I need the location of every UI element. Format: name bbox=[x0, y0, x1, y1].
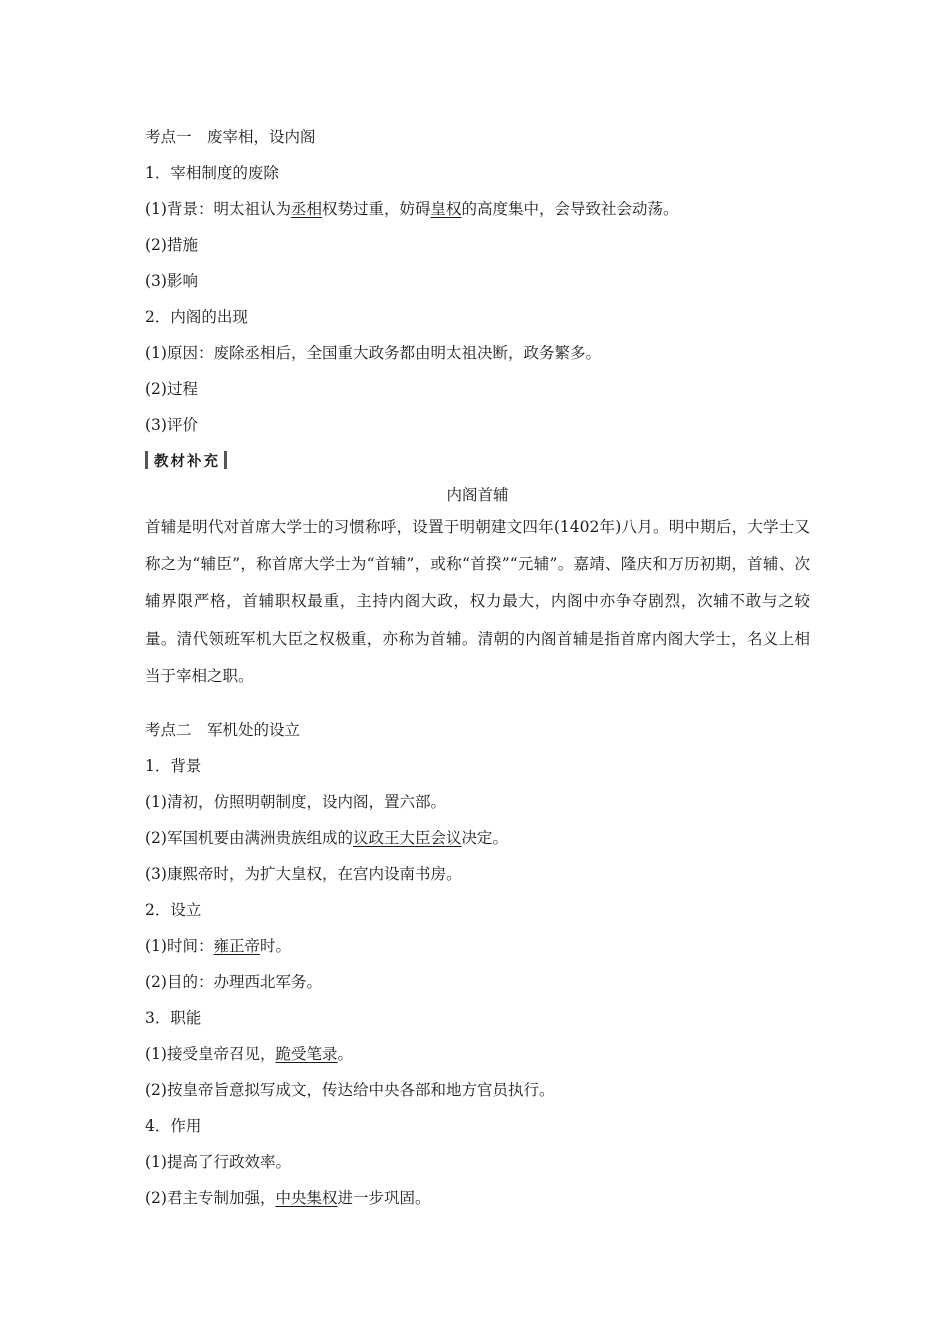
section-2-title: 考点二 军机处的设立 bbox=[145, 721, 301, 739]
blank-imperial-power: 皇权 bbox=[430, 200, 462, 218]
blank-council: 议政王大臣会议 bbox=[352, 829, 462, 847]
supplement-paragraph: 首辅是明代对首席大学士的习惯称呼，设置于明朝建文四年(1402年)八月。明中期后，大学士又称之为“辅臣”，称首席大学士为“首辅”，或称“首揆”“元辅”。嘉靖、隆庆和万历初期，首辅、次辅界限严格，首辅职权最重，主持内阁大政，权力最大，内阁中亦争夺剧烈，次辅不敢与之较量。清代领班军机大臣之权极重，亦称为首辅。清朝的内阁首辅是指首席内阁大学士，名义上相当于宰相之职。 bbox=[145, 518, 810, 685]
supplement-tag: 教材补充 bbox=[145, 450, 227, 470]
background-line: (1)背景：明太祖认为丞相权势过重，妨碍皇权的高度集中，会导致社会动荡。 bbox=[145, 200, 679, 218]
effect-item-1: (1)提高了行政效率。 bbox=[145, 1153, 291, 1171]
background-item-3: (3)康熙帝时，为扩大皇权，在宫内设南书房。 bbox=[145, 865, 462, 883]
process-line: (2)过程 bbox=[145, 380, 198, 398]
heading-background: 1．背景 bbox=[145, 757, 202, 775]
blank-centralization: 中央集权 bbox=[275, 1189, 338, 1207]
blank-chancellor: 丞相 bbox=[290, 200, 322, 218]
background-item-2: (2)军国机要由满洲贵族组成的议政王大臣会议决定。 bbox=[145, 829, 508, 847]
time-line: (1)时间：雍正帝时。 bbox=[145, 937, 291, 955]
effect-item-2: (2)君主专制加强，中央集权进一步巩固。 bbox=[145, 1189, 431, 1207]
heading-effects: 4．作用 bbox=[145, 1117, 202, 1135]
reason-line: (1)原因：废除丞相后，全国重大政务都由明太祖决断，政务繁多。 bbox=[145, 344, 601, 362]
function-item-1: (1)接受皇帝召见，跪受笔录。 bbox=[145, 1045, 353, 1063]
heading-cabinet: 2．内阁的出现 bbox=[145, 308, 248, 326]
blank-yongzheng: 雍正帝 bbox=[213, 937, 260, 955]
supplement-title: 内阁首辅 bbox=[446, 486, 509, 504]
section-1-title: 考点一 废宰相，设内阁 bbox=[145, 128, 316, 146]
heading-functions: 3．职能 bbox=[145, 1009, 202, 1027]
purpose-line: (2)目的：办理西北军务。 bbox=[145, 973, 322, 991]
background-item-1: (1)清初，仿照明朝制度，设内阁，置六部。 bbox=[145, 793, 446, 811]
blank-kneel-record: 跪受笔录 bbox=[275, 1045, 338, 1063]
measures-line: (2)措施 bbox=[145, 236, 198, 254]
evaluation-line: (3)评价 bbox=[145, 416, 198, 434]
heading-abolish-chancellor: 1．宰相制度的废除 bbox=[145, 164, 279, 182]
impact-line: (3)影响 bbox=[145, 272, 198, 290]
heading-establish: 2．设立 bbox=[145, 901, 202, 919]
function-item-2: (2)按皇帝旨意拟写成文，传达给中央各部和地方官员执行。 bbox=[145, 1081, 555, 1099]
